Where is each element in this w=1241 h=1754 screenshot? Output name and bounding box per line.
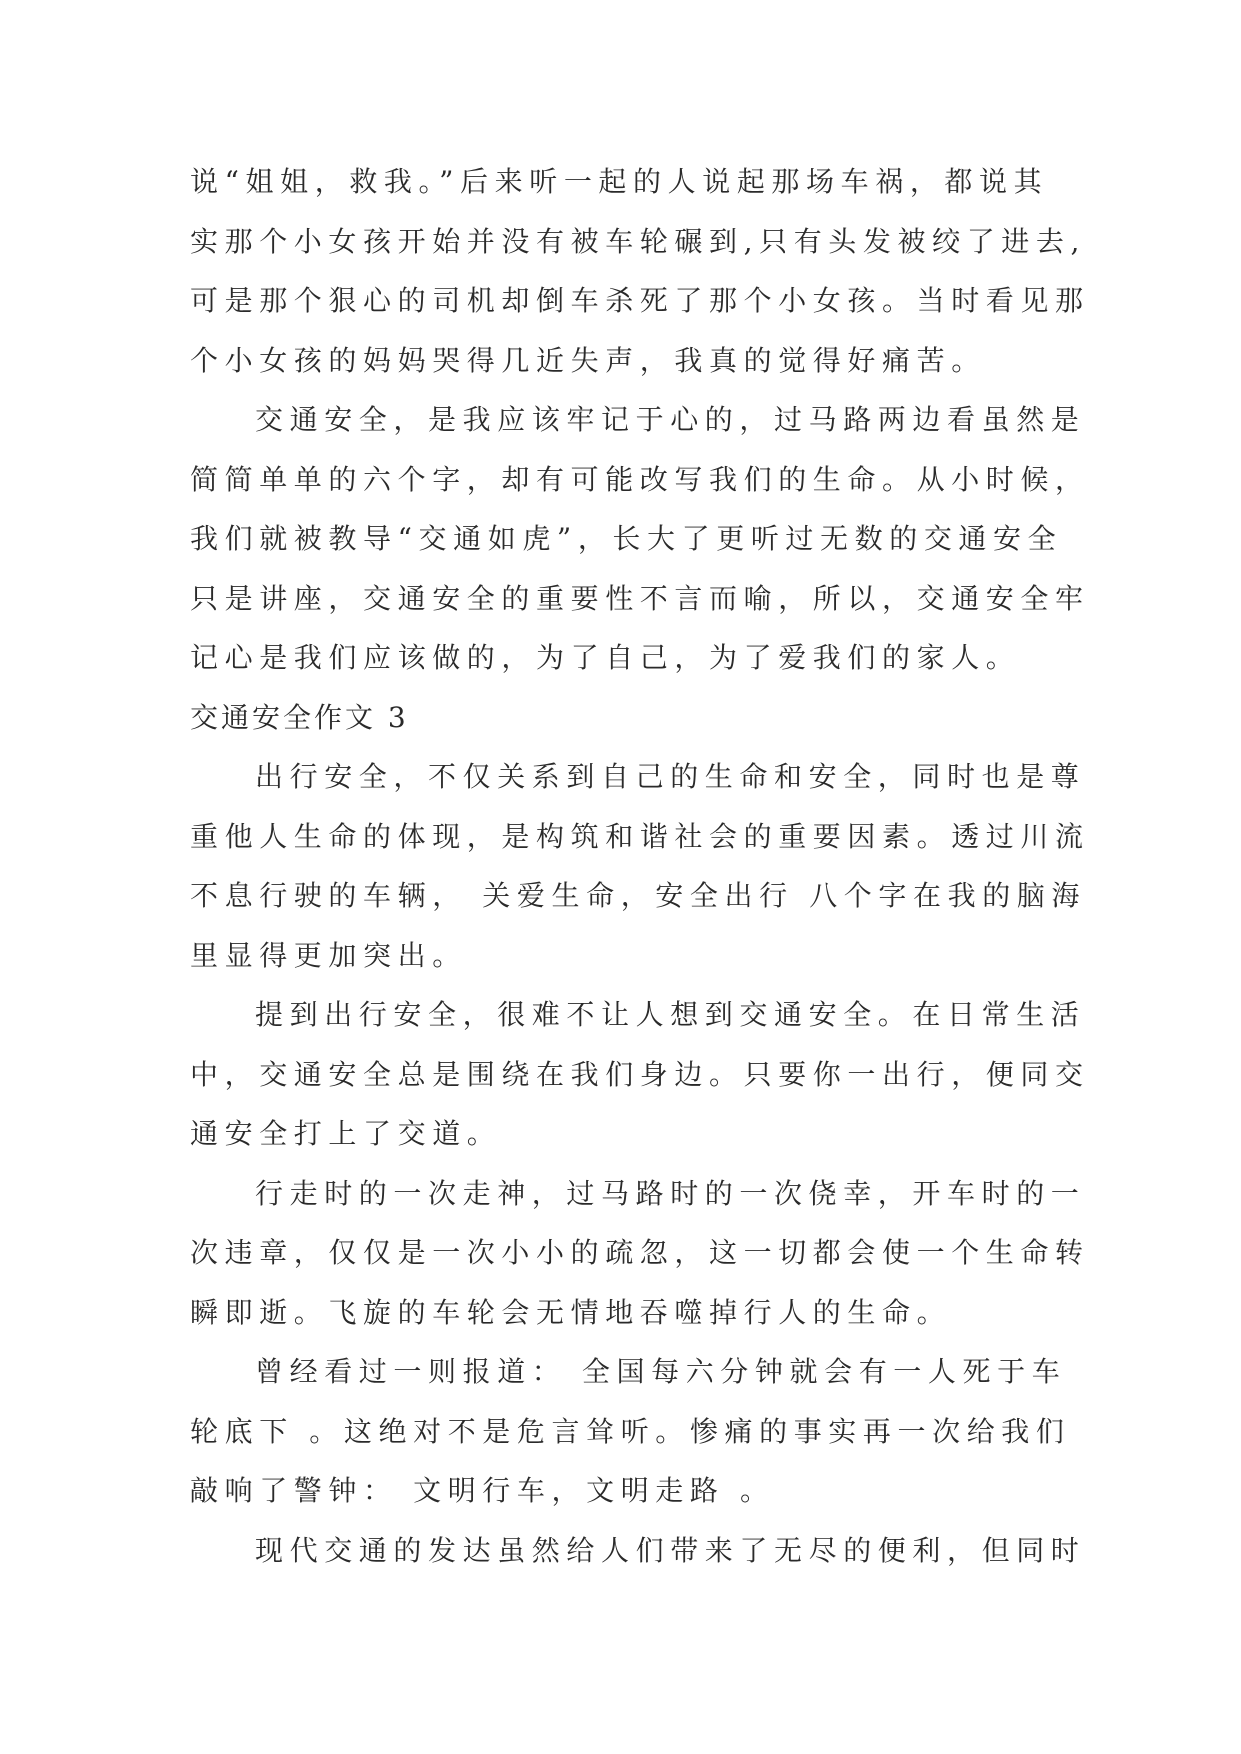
text-line: 不息行驶的车辆， 关爱生命，安全出行 八个字在我的脑海: [190, 879, 1087, 912]
text-line: 记心是我们应该做的，为了自己，为了爱我们的家人。: [190, 641, 1021, 674]
text-line: 简简单单的六个字，却有可能改写我们的生命。从小时候，: [190, 462, 1090, 496]
text-line: 可是那个狠心的司机却倒车杀死了那个小女孩。当时看见那: [190, 284, 1090, 317]
text-line: 提到出行安全，很难不让人想到交通安全。在日常生活: [255, 998, 1086, 1031]
text-line: 出行安全，不仅关系到自己的生命和安全，同时也是尊: [255, 760, 1086, 793]
essay-body: [190, 152, 1090, 1580]
text-line: 重他人生命的体现，是构筑和谐社会的重要因素。透过川流: [190, 819, 1090, 853]
text-line: 交通安全，是我应该牢记于心的，过马路两边看虽然是: [255, 403, 1086, 436]
text-line: 轮底下 。这绝对不是危言耸听。惨痛的事实再一次给我们: [190, 1414, 1071, 1448]
text-line: 通安全打上了交道。: [190, 1117, 502, 1150]
text-line: 敲响了警钟： 文明行车，文明走路 。: [190, 1474, 775, 1507]
text-line: 只是讲座，交通安全的重要性不言而喻，所以，交通安全牢: [190, 581, 1090, 615]
section-heading: 交通安全作文 3: [190, 700, 409, 734]
text-line: 我们就被教导“交通如虎”，长大了更听过无数的交通安全: [190, 522, 1063, 555]
text-line: 个小女孩的妈妈哭得几近失声，我真的觉得好痛苦。: [190, 343, 986, 377]
text-line: 中，交通安全总是围绕在我们身边。只要你一出行，便同交: [190, 1057, 1090, 1091]
text-line: 现代交通的发达虽然给人们带来了无尽的便利，但同时: [255, 1533, 1086, 1567]
text-line: 说“姐姐，救我。”后来听一起的人说起那场车祸，都说其: [190, 165, 1049, 198]
text-line: 行走时的一次走神，过马路时的一次侥幸，开车时的一: [255, 1176, 1086, 1210]
text-line: 曾经看过一则报道： 全国每六分钟就会有一人死于车: [255, 1355, 1067, 1388]
text-line: 次违章，仅仅是一次小小的疏忽，这一切都会使一个生命转: [190, 1236, 1090, 1269]
text-line: 实那个小女孩开始并没有被车轮碾到,只有头发被绞了进去,: [190, 224, 1087, 258]
text-line: 里显得更加突出。: [190, 938, 467, 972]
text-line: 瞬即逝。飞旋的车轮会无情地吞噬掉行人的生命。: [190, 1295, 952, 1329]
